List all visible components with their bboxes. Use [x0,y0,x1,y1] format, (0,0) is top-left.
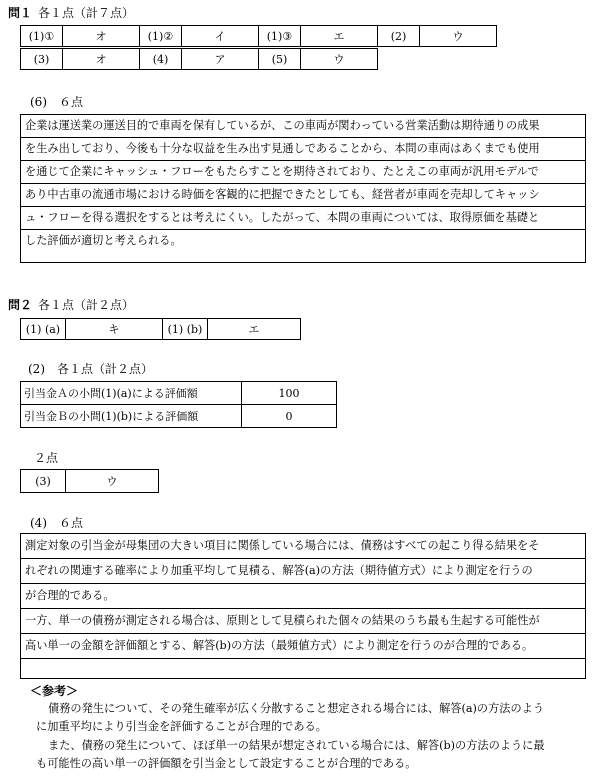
answer-label: (1)① [21,26,63,47]
table-row [21,49,378,70]
answer-cell: エ [208,319,301,340]
table-row [21,405,337,428]
answer-label: (4) [140,49,182,70]
answer-cell: オ [63,49,140,70]
q1-points: 各１点（計７点） [38,6,135,20]
answer-line: 企業は運送業の運送目的で車両を保有しているが、この車両が関わっている営業活動は期待通りの成果 [21,115,585,138]
table-row [21,26,497,47]
answer-label: (1) (b) [163,319,208,340]
answer-line: を生み出しており、今後も十分な収益を生み出す見通しであることから、本問の車両はあくまでも使用 [21,138,585,161]
answer-cell: ウ [66,470,159,493]
reference-heading: ＜参考＞ [30,684,79,698]
answer-label: (1)② [140,26,182,47]
reference-line: 債務の発生について、その発生確率が広く分散すること想定される場合には、解答(a)の方法のよう [48,702,545,715]
answer-label: (3) [21,470,66,493]
answer-label: (2) [378,26,420,47]
q2-sub3-points: ２点 [34,451,59,465]
q1-answer-table-2 [20,48,378,70]
answer-cell: オ [63,26,140,47]
q2-points: 各１点（計２点） [38,298,135,312]
q1-sub6-answer-box [20,114,586,263]
answer-label: 引当金Ｂの小問(1)(b)による評価額 [21,405,242,428]
table-row [21,319,301,340]
answer-line: ュ・フローを得る選択をするとは考えにくい。したがって、本問の車両については、取得原価を基礎と [21,207,585,230]
answer-label: (1) (a) [21,319,66,340]
answer-cell: エ [301,26,378,47]
answer-line: が合理的である。 [21,584,585,609]
answer-line: 高い単一の金額を評価額とする、解答(b)の方法（最頻値方式）により測定を行うのが合理的である。 [21,634,585,659]
answer-cell: イ [182,26,259,47]
answer-cell: ウ [420,26,497,47]
q2-sub2-heading: (2) 各１点（計２点） [28,362,153,376]
answer-value: 100 [242,382,337,405]
q1-sub6-heading: (6) ６点 [30,95,83,109]
q2-answer-table-1 [20,318,301,340]
answer-label: (3) [21,49,63,70]
q1-number: 問１ [8,6,33,20]
reference-line: も可能性の高い単一の評価額を引当金として設定することが合理的である。 [36,757,417,770]
answer-cell: キ [66,319,163,340]
q2-number: 問２ [8,298,33,312]
q2-answer-table-2 [20,381,337,428]
reference-line: に加重平均により引当金を評価することが合理的である。 [36,720,327,733]
reference-line: また、債務の発生について、ほぼ単一の結果が想定されている場合には、解答(b)の方法のように最 [48,739,545,752]
answer-line: 一方、単一の債務が測定される場合は、原則として見積られた個々の結果のうち最も生起する可能性が [21,609,585,634]
q1-answer-table [20,25,497,47]
answer-label: 引当金Ａの小問(1)(a)による評価額 [21,382,242,405]
answer-cell: ウ [301,49,378,70]
answer-line: あり中古車の流通市場における時価を客観的に把握できたとしても、経営者が車両を売却してキャッシ [21,184,585,207]
q2-sub4-heading: (4) ６点 [30,516,83,530]
table-row [21,470,159,493]
answer-line: れぞれの関連する確率により加重平均して見積る、解答(a)の方法（期待値方式）により測定を行うの [21,559,585,584]
answer-line: 測定対象の引当金が母集団の大きい項目に関係している場合には、債務はすべての起こり得る結果をそ [21,534,585,559]
q2-sub4-answer-box [20,533,586,679]
answer-label: (1)③ [259,26,301,47]
table-row [21,382,337,405]
answer-line: した評価が適切と考えられる。 [25,234,182,247]
answer-value: 0 [242,405,337,428]
answer-label: (5) [259,49,301,70]
answer-line: を通じて企業にキャッシュ・フローをもたらすことを期待されており、たとえこの車両が汎用モデルで [21,161,585,184]
answer-line [21,659,585,681]
answer-cell: ア [182,49,259,70]
q2-answer-table-3 [20,469,159,493]
